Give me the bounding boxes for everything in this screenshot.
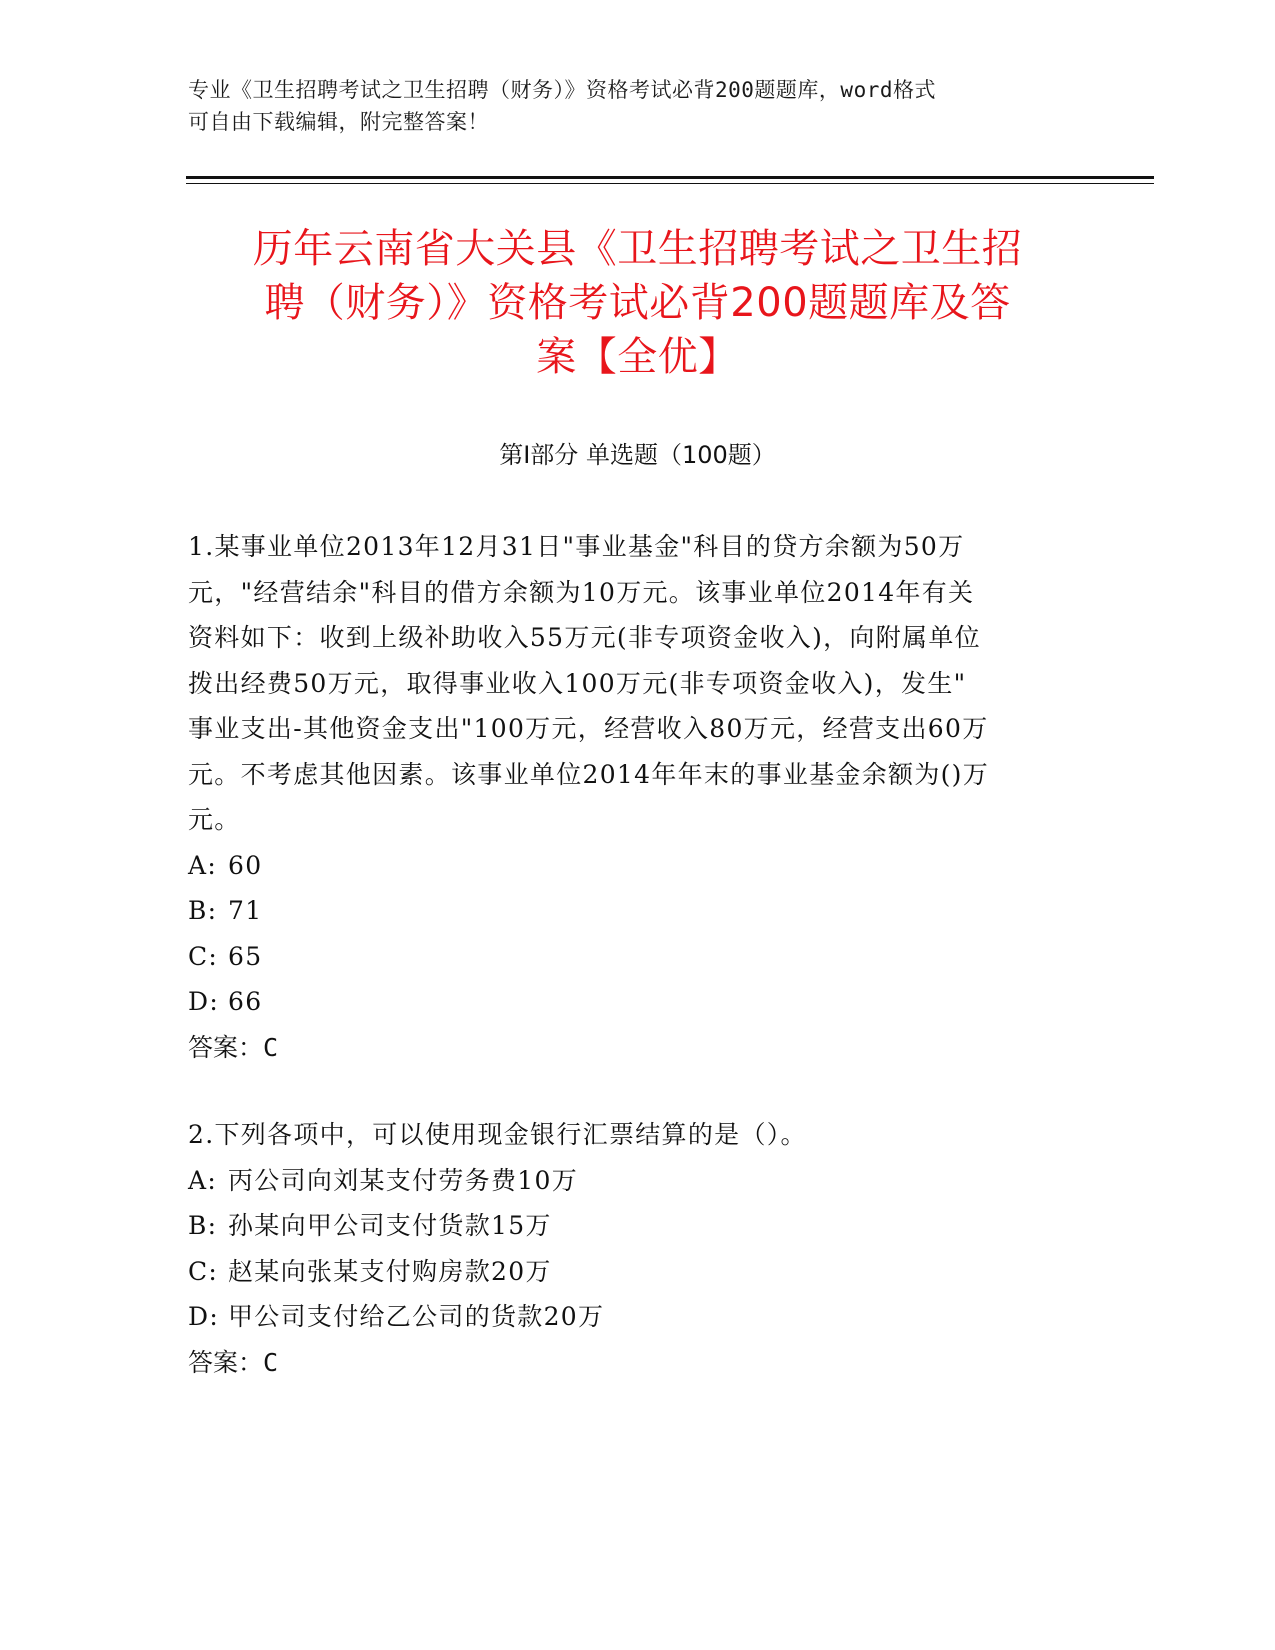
header-note-line2: 可自由下载编辑，附完整答案！ (188, 110, 489, 134)
question-stem-line: 拨出经费50万元，取得事业收入100万元(非专项资金收入)，发生" (188, 668, 967, 698)
question-stem-line: 事业支出-其他资金支出"100万元，经营收入80万元，经营支出60万 (188, 714, 989, 743)
option-text: 甲公司支付给乙公司的货款20万 (228, 1302, 605, 1331)
option-text: 66 (228, 987, 263, 1016)
option-a (188, 1158, 1088, 1204)
header-divider-thin (186, 183, 1154, 184)
option-d (188, 979, 1088, 1025)
question-stem (188, 1112, 1088, 1158)
document-title-line2: 聘（财务）》资格考试必背200题题库及答 (264, 280, 1011, 326)
option-b (188, 888, 1088, 934)
question-1 (188, 524, 1088, 1070)
option-text: 赵某向张某支付购房款20万 (228, 1256, 552, 1286)
option-text: 65 (228, 941, 263, 971)
document-title-line3: 案【全优】 (536, 334, 739, 380)
question-stem-line: 资料如下：收到上级补助收入55万元(非专项资金收入)，向附属单位 (188, 623, 981, 652)
option-letter: B: (188, 896, 218, 925)
question-stem-line: 2.下列各项中，可以使用现金银行汇票结算的是（）。 (188, 1120, 807, 1149)
option-letter: D: (188, 1302, 220, 1331)
option-c (188, 1249, 1088, 1295)
option-letter: C: (188, 941, 219, 971)
answer-line (188, 1340, 1088, 1386)
answer-label: 答案： (188, 1032, 264, 1062)
option-text: 71 (228, 896, 263, 925)
header-note-line1: 专业《卫生招聘考试之卫生招聘（财务）》资格考试必背200题题库，word格式 (188, 78, 936, 102)
question-2 (188, 1112, 1088, 1385)
option-letter: A: (188, 850, 218, 880)
header-divider-thick (186, 176, 1154, 179)
option-c (188, 934, 1088, 980)
document-title (160, 222, 1115, 384)
option-text: 60 (228, 850, 263, 880)
question-stem-line: 元。 (188, 805, 241, 834)
question-stem-line: 1.某事业单位2013年12月31日"事业基金"科目的贷方余额为50万 (188, 532, 965, 561)
question-stem-line: 元，"经营结余"科目的借方余额为10万元。该事业单位2014年有关 (188, 577, 975, 607)
answer-label: 答案： (188, 1347, 264, 1377)
option-letter: B: (188, 1211, 218, 1240)
option-text: 孙某向甲公司支付货款15万 (228, 1211, 552, 1240)
document-title-line1: 历年云南省大关县《卫生招聘考试之卫生招 (252, 226, 1023, 272)
option-text: 丙公司向刘某支付劳务费10万 (228, 1165, 579, 1195)
section-heading: 第I部分 单选题（100题） (499, 441, 776, 469)
answer-line (188, 1025, 1088, 1071)
question-stem-line: 元。不考虑其他因素。该事业单位2014年年末的事业基金余额为()万 (188, 759, 990, 789)
question-stem (188, 524, 1088, 843)
option-letter: D: (188, 987, 220, 1016)
option-letter: C: (188, 1256, 219, 1286)
option-d (188, 1294, 1088, 1340)
option-b (188, 1203, 1088, 1249)
header-note (188, 74, 1088, 138)
option-letter: A: (188, 1165, 218, 1195)
answer-value: C (263, 1032, 279, 1062)
answer-value: C (263, 1347, 279, 1377)
option-a (188, 843, 1088, 889)
